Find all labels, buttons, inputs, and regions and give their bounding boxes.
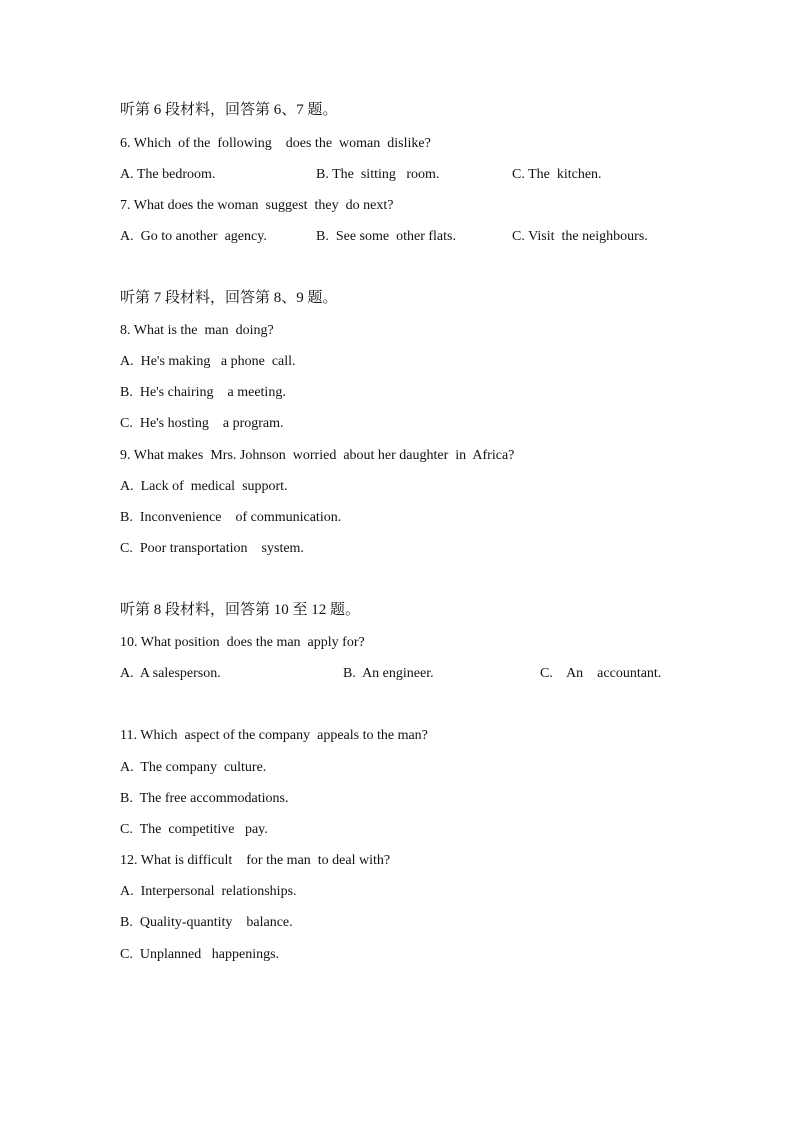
- section-heading-2: 听第 7 段材料，回答第 8、9 题。: [120, 290, 338, 306]
- q9-option-a: A. Lack of medical support.: [120, 479, 288, 494]
- section-heading-1: 听第 6 段材料，回答第 6、7 题。: [120, 102, 338, 118]
- q6-option-b: B. The sitting room.: [316, 167, 440, 182]
- question-7: 7. What does the woman suggest they do next?: [120, 198, 394, 213]
- q7-option-b: B. See some other flats.: [316, 229, 456, 244]
- q10-option-c: C. An accountant.: [540, 666, 662, 681]
- q6-option-a: A. The bedroom.: [120, 167, 216, 182]
- q9-option-c: C. Poor transportation system.: [120, 541, 304, 556]
- q8-option-b: B. He's chairing a meeting.: [120, 385, 286, 400]
- question-8: 8. What is the man doing?: [120, 323, 274, 338]
- q6-option-c: C. The kitchen.: [512, 167, 602, 182]
- q8-option-a: A. He's making a phone call.: [120, 354, 296, 369]
- q10-option-b: B. An engineer.: [343, 666, 434, 681]
- q10-option-a: A. A salesperson.: [120, 666, 221, 681]
- section-heading-3: 听第 8 段材料，回答第 10 至 12 题。: [120, 602, 361, 618]
- question-6: 6. Which of the following does the woman dislike?: [120, 136, 431, 151]
- q11-option-b: B. The free accommodations.: [120, 791, 289, 806]
- q12-option-a: A. Interpersonal relationships.: [120, 884, 297, 899]
- q12-option-b: B. Quality-quantity balance.: [120, 915, 293, 930]
- question-11: 11. Which aspect of the company appeals to the man?: [120, 728, 428, 743]
- q12-option-c: C. Unplanned happenings.: [120, 947, 280, 962]
- q11-option-c: C. The competitive pay.: [120, 822, 268, 837]
- q8-option-c: C. He's hosting a program.: [120, 416, 284, 431]
- q7-option-a: A. Go to another agency.: [120, 229, 267, 244]
- question-12: 12. What is difficult for the man to deal with?: [120, 853, 391, 868]
- question-10: 10. What position does the man apply for?: [120, 635, 365, 650]
- q7-option-c: C. Visit the neighbours.: [512, 229, 648, 244]
- q11-option-a: A. The company culture.: [120, 760, 267, 775]
- q9-option-b: B. Inconvenience of communication.: [120, 510, 342, 525]
- question-9: 9. What makes Mrs. Johnson worried about her daughter in Africa?: [120, 448, 515, 463]
